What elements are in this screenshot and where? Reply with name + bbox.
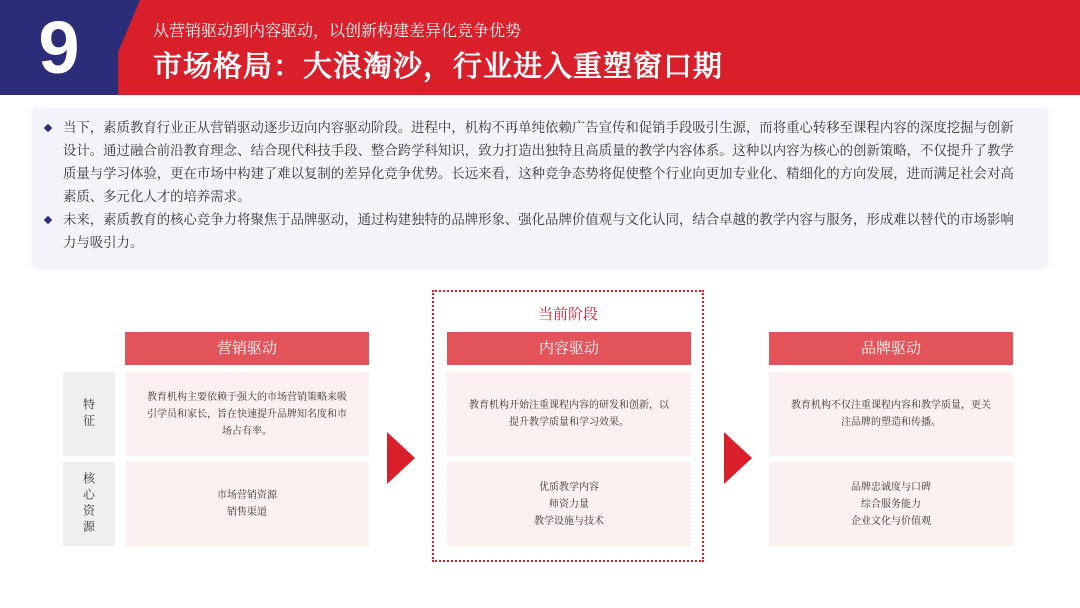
intro-paragraph-1: [63, 117, 1027, 209]
intro-paragraph-2-text: 未来，素质教育的核心竞争力将聚焦于品牌驱动，通过构建独特的品牌形象、强化品牌价值观与文化认同，结合卓越的教学内容与服务，形成难以替代的市场影响力与吸引力。: [63, 213, 1014, 251]
arrow-right-icon: [387, 432, 415, 484]
resources-cell-content: [447, 462, 691, 546]
column-header-content: 内容驱动: [447, 332, 691, 365]
intro-paragraph-1-text: 当下，素质教育行业正从营销驱动逐步迈向内容驱动阶段。进程中，机构不再单纯依赖广告宣传和促销手段吸引生源，而将重心转移至课程内容的深度挖掘与创新设计。通过融合前沿教育理念、结合现代科技手段、整合跨学科知识，致力打造出独特且高质量的教学内容体系。这种以内容为核心的创新策略，不仅提升了教学质量与学习体验，更在市场中构建了难以复制的差异化竞争优势。长远来看，这种竞争态势将促使整个行业向更加专业化、精细化的方向发展，进而满足社会对高素质、多元化人才的培养需求。: [63, 121, 1014, 205]
resource-item: 品牌忠诚度与口碑: [851, 481, 931, 493]
resource-item: 综合服务能力: [861, 498, 921, 510]
intro-paragraph-2: [63, 209, 1027, 255]
resources-cell-brand: [769, 462, 1013, 546]
row-label-core-resources: 核心资源: [63, 462, 115, 546]
resource-item: 优质教学内容: [539, 481, 599, 493]
resources-cell-marketing: [125, 462, 369, 546]
feature-cell-content: 教育机构开始注重课程内容的研发和创新，以提升教学质量和学习效果。: [447, 372, 691, 456]
row-label-features: 特征: [63, 372, 115, 456]
feature-cell-brand: 教育机构不仅注重课程内容和教学质量，更关注品牌的塑造和传播。: [769, 372, 1013, 456]
resource-item: 企业文化与价值观: [851, 515, 931, 527]
resource-item: 教学设施与技术: [534, 515, 604, 527]
page-title: 市场格局：大浪淘沙，行业进入重塑窗口期: [153, 49, 724, 83]
resource-item: 市场营销资源: [217, 490, 277, 501]
page-subtitle: 从营销驱动到内容驱动，以创新构建差异化竞争优势: [153, 21, 522, 40]
header-banner: [0, 0, 1080, 95]
intro-box: [33, 108, 1047, 266]
section-number: 9: [38, 6, 80, 89]
diamond-bullet-icon: [44, 216, 52, 224]
resource-item: 师资力量: [549, 498, 589, 510]
feature-cell-marketing: 教育机构主要依赖于强大的市场营销策略来吸引学员和家长，旨在快速提升品牌知名度和市场占有率。: [125, 372, 369, 456]
diamond-bullet-icon: [44, 124, 52, 132]
column-header-marketing: 营销驱动: [125, 332, 369, 365]
current-stage-label: 当前阶段: [537, 305, 598, 323]
arrow-right-icon: [724, 432, 752, 484]
column-header-brand: 品牌驱动: [769, 332, 1013, 365]
resource-item: 销售渠道: [227, 507, 267, 518]
